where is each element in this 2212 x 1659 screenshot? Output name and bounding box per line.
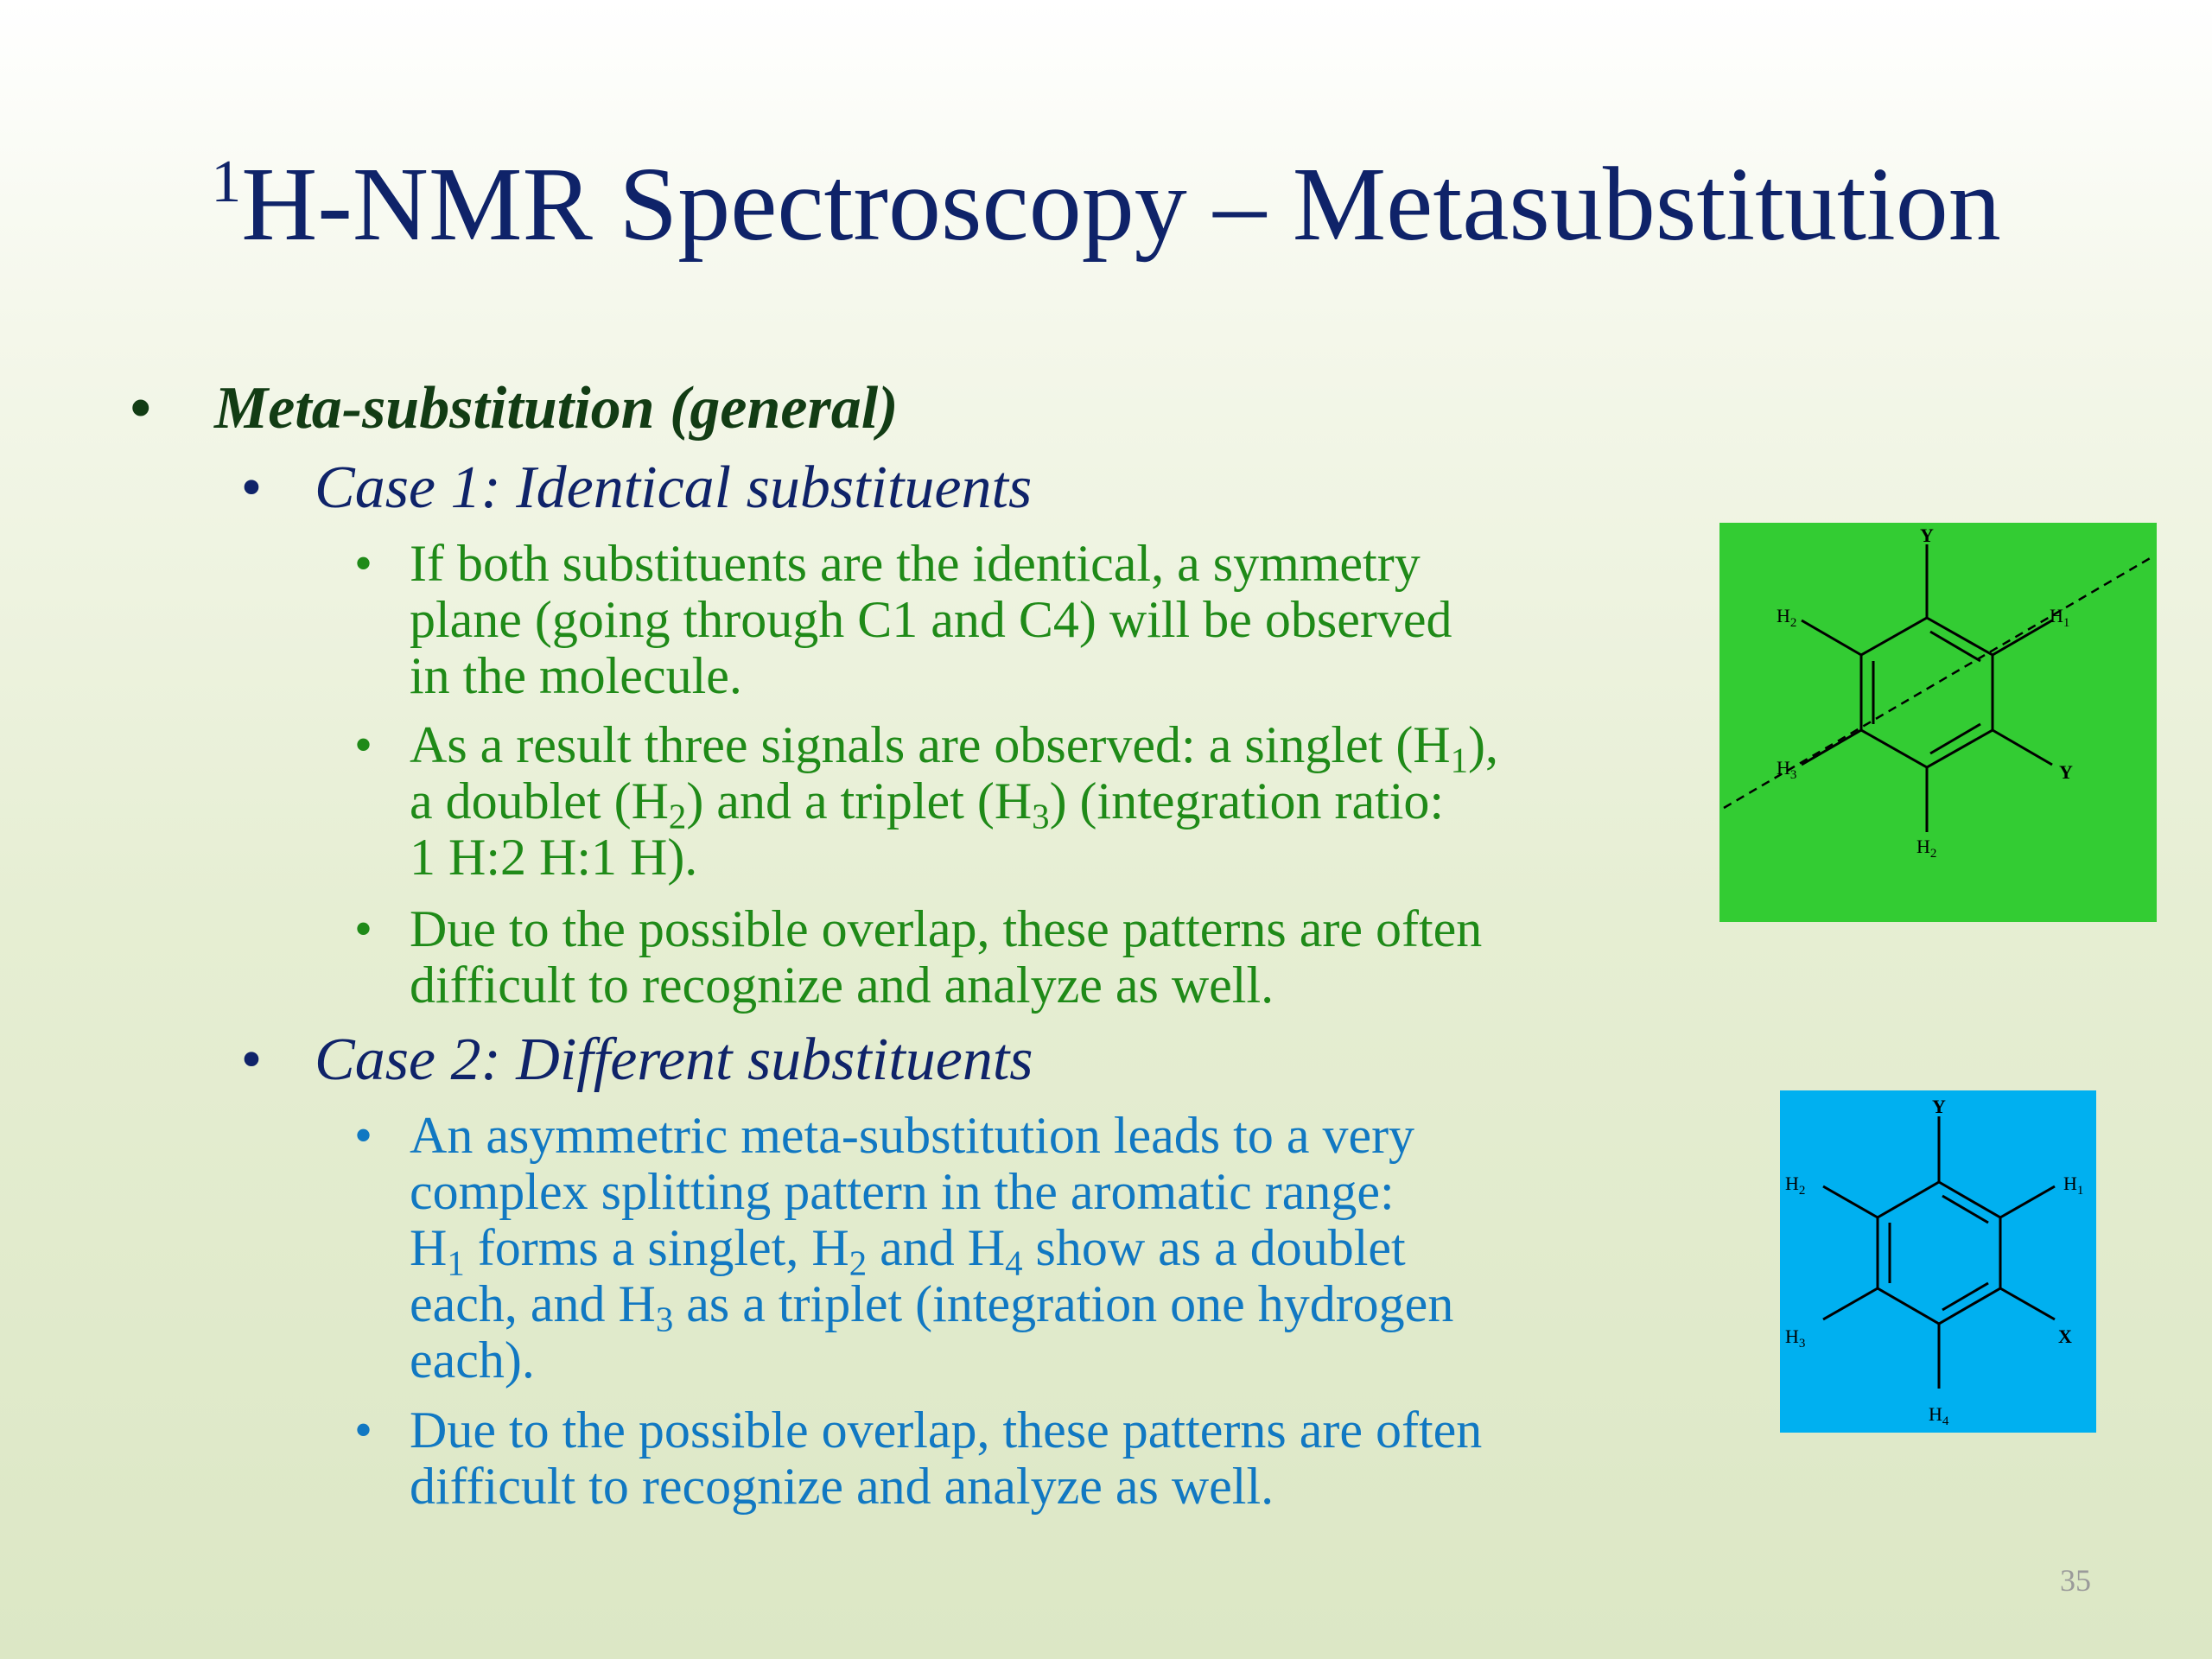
case2-point1: [410, 1108, 1453, 1389]
text-line: difficult to recognize and analyze as well.: [410, 1458, 1274, 1515]
label-x-right: X: [2058, 1325, 2072, 1347]
bullet-marker: •: [240, 454, 262, 521]
text-line: If both substituents are the identical, a symmetry: [410, 535, 1421, 592]
text-line: complex splitting pattern in the aromatic range:: [410, 1163, 1395, 1220]
bullet-marker: •: [354, 1107, 373, 1164]
bullet-marker: •: [130, 375, 151, 442]
text-line: plane (going through C1 and C4) will be observed: [410, 591, 1452, 648]
label-h4: $H_4$: [1929, 1403, 1949, 1428]
title-text: H-NMR Spectroscopy – Metasubstitution: [241, 146, 2001, 263]
title-superscript: 1: [211, 149, 242, 215]
label-h3: $H_3$: [1777, 757, 1797, 782]
label-y-top: Y: [1920, 524, 1934, 546]
bullet-marker: •: [354, 716, 373, 773]
label-h2: $H_2$: [1785, 1173, 1806, 1198]
text-line: difficult to recognize and analyze as well.: [410, 957, 1274, 1014]
text-line: $H_1$ forms a singlet, $H_2$ and $H_4$ show as a doublet: [410, 1219, 1406, 1283]
text-line: each).: [410, 1332, 535, 1389]
text-line: each, and $H_3$ as a triplet (integration one hydrogen: [410, 1275, 1454, 1339]
case1-point1: [410, 536, 1452, 704]
label-h1: $H_1$: [2063, 1173, 2084, 1198]
case1-point3: [410, 901, 1482, 1014]
text-line: An asymmetric meta-substitution leads to a very: [410, 1107, 1415, 1164]
bullet-meta-general: Meta-substitution (general): [214, 375, 899, 442]
text-line: Due to the possible overlap, these patterns are often: [410, 1402, 1483, 1459]
bullet-marker: •: [354, 535, 373, 592]
molecule-background: [1719, 523, 2157, 922]
text-line: 1 H:2 H:1 H).: [410, 829, 698, 886]
text-line: Due to the possible overlap, these patterns are often: [410, 900, 1483, 957]
label-h3: $H_3$: [1785, 1325, 1806, 1351]
slide-title: [0, 147, 2212, 263]
case1-point2: [410, 717, 1498, 886]
molecule-identical-substituents: [1719, 523, 2157, 922]
text-line: a doublet $(H_2)$ and a triplet $(H_3)$ (integration ratio:: [410, 772, 1445, 836]
case2-point2: [410, 1402, 1482, 1515]
text-line: in the molecule.: [410, 647, 742, 704]
case1-heading: Case 1: Identical substituents: [315, 454, 1033, 521]
label-y-right: Y: [2059, 761, 2073, 783]
case2-heading: Case 2: Different substituents: [315, 1027, 1033, 1093]
molecule-different-substituents: [1780, 1090, 2096, 1433]
label-y-top: Y: [1932, 1096, 1946, 1117]
label-h1: $H_1$: [2050, 605, 2070, 630]
bullet-marker: •: [354, 900, 373, 957]
label-h2-bottom: $H_2$: [1916, 836, 1937, 861]
label-h2-left: $H_2$: [1777, 605, 1797, 630]
text-line: As a result three signals are observed: a singlet $(H_1)$,: [410, 716, 1499, 780]
bullet-marker: •: [240, 1027, 262, 1093]
page-number: 35: [2060, 1563, 2091, 1598]
bullet-marker: •: [354, 1402, 373, 1459]
